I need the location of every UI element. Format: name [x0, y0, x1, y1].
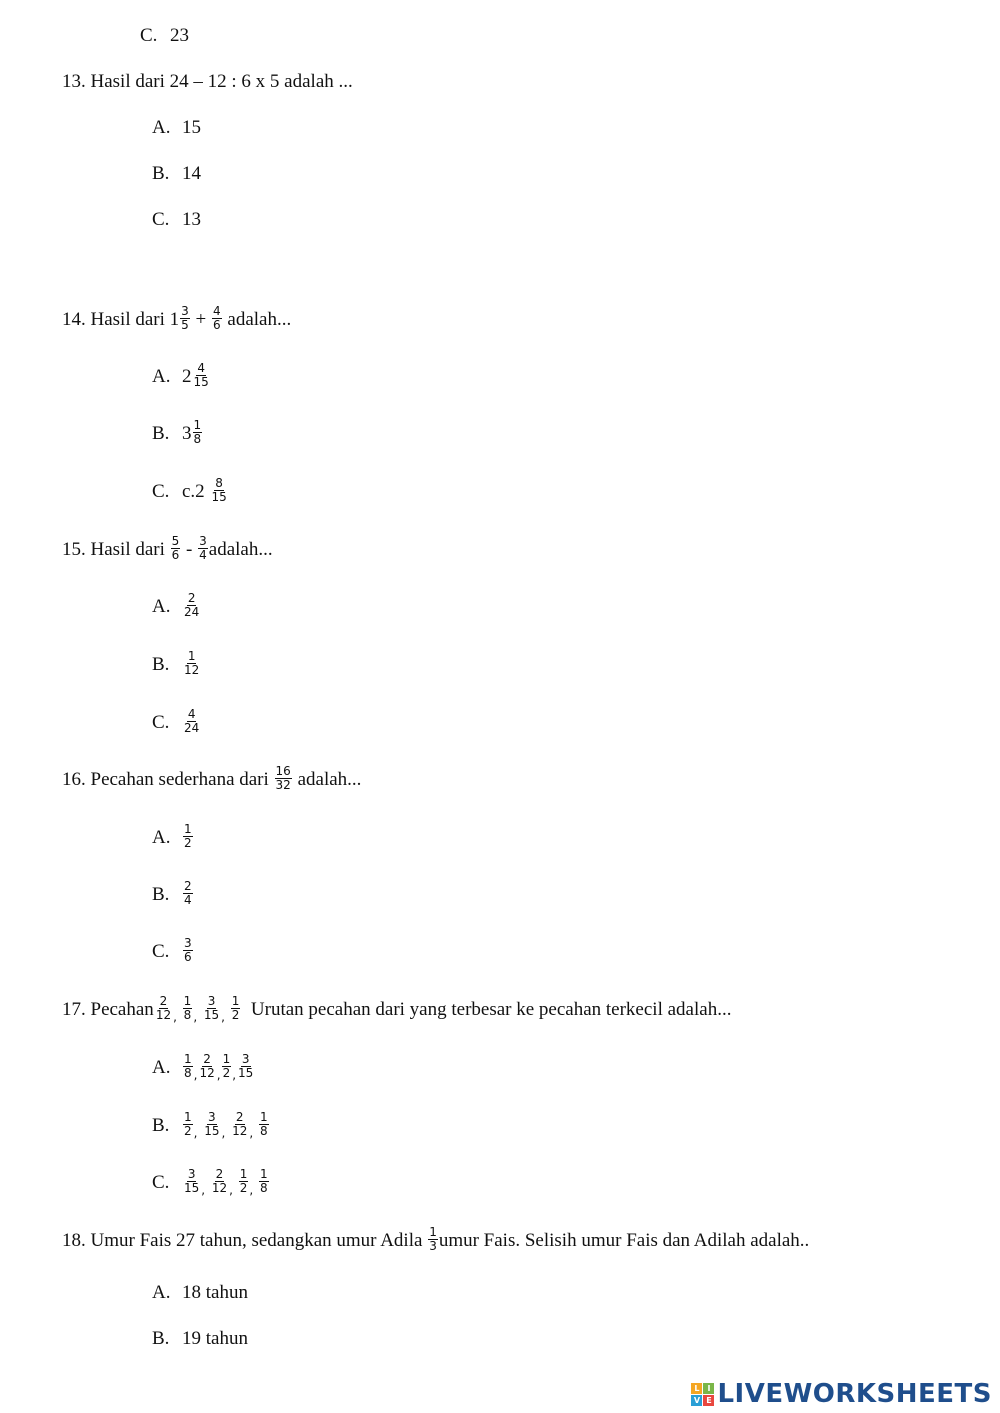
q14-question: 14. Hasil dari 1 $\frac{3}{5}$ + $\frac{4}{6}$ adalah...: [62, 304, 292, 332]
q17-option-c: C. $\frac{3}{15}$ $_,$ $\frac{2}{12}$ $_,$ $\frac{1}{2}$ $_,$ $\frac{1}{8}$: [152, 1167, 268, 1197]
liveworksheets-icon: L I V E: [691, 1383, 714, 1406]
q15-option-c: C. $\frac{4}{24}$: [152, 707, 200, 735]
q16-option-c: C. $\frac{3}{6}$: [152, 936, 192, 964]
q16-question: 16. Pecahan sederhana dari $\frac{16}{32}$ adalah...: [62, 764, 362, 792]
q17-option-a: A. $\frac{1}{8}$ $_,$ $\frac{2}{12}$ $_,$ $\frac{1}{2}$ $_,$ $\frac{3}{15}$: [152, 1052, 254, 1082]
q15-option-b: B. $\frac{1}{12}$: [152, 649, 200, 677]
q15-option-a: A. $\frac{2}{24}$: [152, 591, 200, 619]
q12-option-c: C. 23: [140, 25, 189, 46]
q18-option-b: B. 19 tahun: [152, 1328, 248, 1349]
q13-question: 13. Hasil dari 24 – 12 : 6 x 5 adalah ...: [62, 71, 353, 92]
q16-option-a: A. $\frac{1}{2}$: [152, 822, 192, 850]
q17-question: 17. Pecahan $\frac{2}{12}$ $_,$ $\frac{1}{8}$ $_,$ $\frac{3}{15}$ $_,$ $\frac{1}{2}$ Urutan pecahan dari yang terbesar ke pecahan terkecil adalah...: [62, 994, 732, 1024]
q17-option-b: B. $\frac{1}{2}$ $_,$ $\frac{3}{15}$ $_,$ $\frac{2}{12}$ $_,$ $\frac{1}{8}$: [152, 1110, 268, 1140]
brand-name: LIVEWORKSHEETS: [717, 1379, 992, 1409]
q13-option-c: C. 13: [152, 209, 201, 230]
q13-option-b: B. 14: [152, 163, 201, 184]
q16-option-b: B. $\frac{2}{4}$: [152, 879, 192, 907]
q18-question: 18. Umur Fais 27 tahun, sedangkan umur Adila $\frac{1}{3}$ umur Fais. Selisih umur Fais dan Adilah adalah..: [62, 1225, 810, 1253]
q15-question: 15. Hasil dari $\frac{5}{6}$ - $\frac{3}{4}$ adalah...: [62, 534, 273, 562]
q14-fraction-1: $\frac{3}{5}$: [181, 304, 189, 332]
q14-option-b: B. 3 $\frac{1}{8}$: [152, 418, 202, 446]
q13-option-a: A. 15: [152, 117, 201, 138]
q14-option-a: A. 2 $\frac{4}{15}$: [152, 361, 209, 389]
q14-option-c: C. c.2 $\frac{8}{15}$: [152, 476, 227, 504]
q14-fraction-2: $\frac{4}{6}$: [213, 304, 221, 332]
q18-option-a: A. 18 tahun: [152, 1282, 248, 1303]
liveworksheets-logo: [691, 1377, 992, 1411]
